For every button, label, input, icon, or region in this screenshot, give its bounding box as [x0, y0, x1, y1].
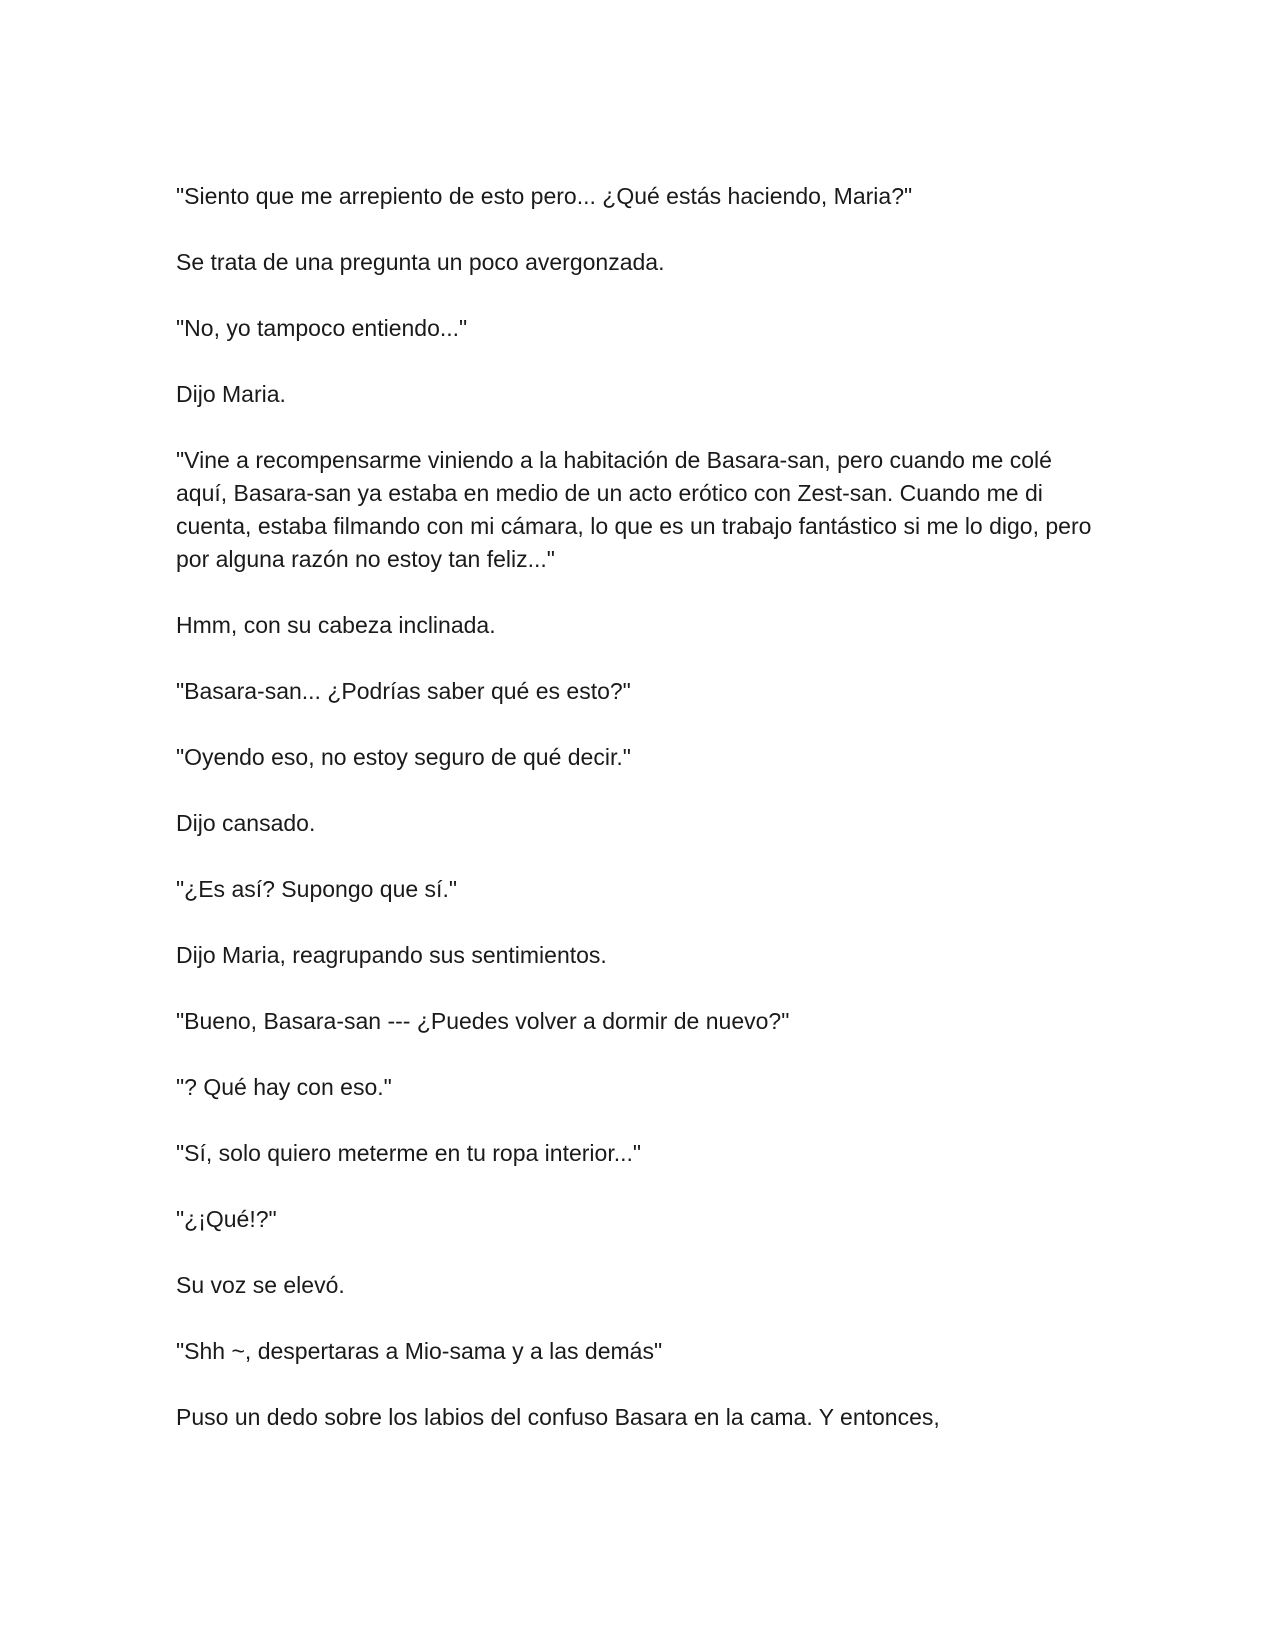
paragraph-6: Hmm, con su cabeza inclinada. [176, 612, 496, 638]
paragraph-16: Su voz se elevó. [176, 1272, 345, 1298]
paragraph-10: "¿Es así? Supongo que sí." [176, 876, 457, 902]
paragraph-13: "? Qué hay con eso." [176, 1074, 392, 1100]
document-body [176, 180, 1096, 1467]
paragraph-1: "Siento que me arrepiento de esto pero... ¿Qué estás haciendo, Maria?" [176, 183, 913, 209]
paragraph-2: Se trata de una pregunta un poco avergonzada. [176, 249, 665, 275]
paragraph-18: Puso un dedo sobre los labios del confuso Basara en la cama. Y entonces, [176, 1404, 940, 1430]
paragraph-7: "Basara-san... ¿Podrías saber qué es esto?" [176, 678, 631, 704]
paragraph-8: "Oyendo eso, no estoy seguro de qué decir." [176, 744, 631, 770]
paragraph-5: "Vine a recompensarme viniendo a la habitación de Basara-san, pero cuando me colé aquí, Basara-san ya estaba en medio de un acto erótico con Zest-san. Cuando me di cuenta, estaba filmando con mi cámara, lo que es un trabajo fantástico si me lo digo, pero por alguna razón no estoy tan feliz..." [176, 447, 1092, 572]
paragraph-15: "¿¡Qué!?" [176, 1206, 277, 1232]
paragraph-3: "No, yo tampoco entiendo..." [176, 315, 468, 341]
paragraph-17: "Shh ~, despertaras a Mio-sama y a las demás" [176, 1338, 663, 1364]
paragraph-9: Dijo cansado. [176, 810, 316, 836]
paragraph-14: "Sí, solo quiero meterme en tu ropa interior..." [176, 1140, 642, 1166]
paragraph-11: Dijo Maria, reagrupando sus sentimientos. [176, 942, 607, 968]
paragraph-12: "Bueno, Basara-san --- ¿Puedes volver a dormir de nuevo?" [176, 1008, 790, 1034]
paragraph-4: Dijo Maria. [176, 381, 286, 407]
